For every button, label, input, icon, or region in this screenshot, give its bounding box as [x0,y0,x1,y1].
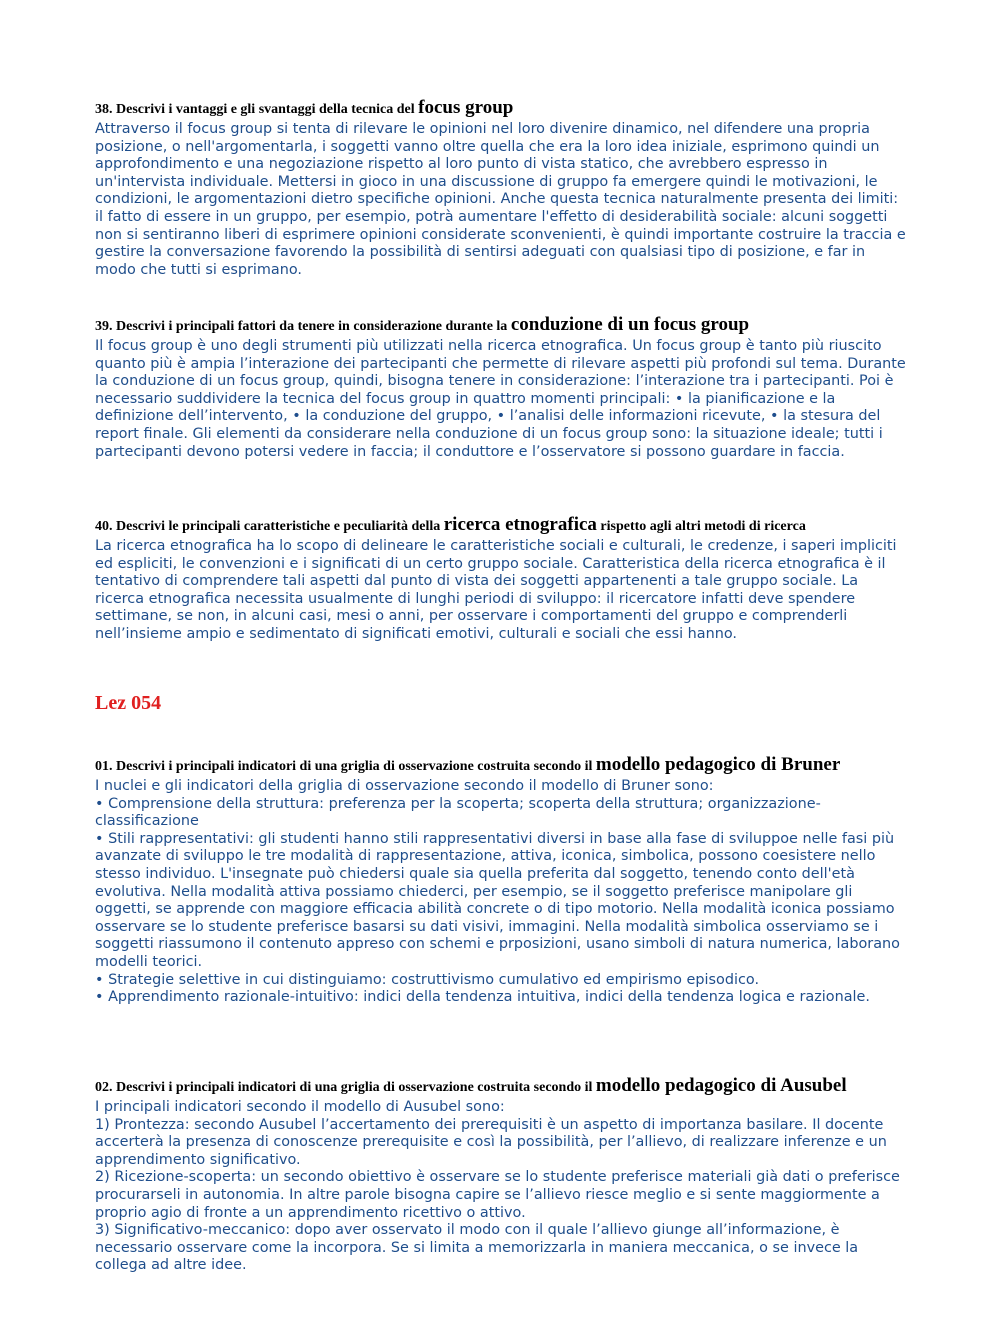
answer-line: • Stili rappresentativi: gli studenti hanno stili rappresentativi diversi in base alla fase di sviluppoe nelle fasi più avanzate di sviluppo le tre modalità di rappresentazione, attiva, iconica, simbolica, possono coesistere nello stesso individuo. L'insegnate può chiedersi quale sia quella preferita dal soggetto, tenendo conto dell'età evolutiva. Nella modalità attiva possiamo chiederci, per esempio, se il soggetto preferisce manipolare gli oggetti, se apprende con maggiore efficacia abilità concrete o di tipo motorio. Nella modalità iconica possiamo osservare se lo studente preferisce basarsi su dati visivi, immagini. Nella modalità simbolica osserviamo se i soggetti riassumono il contenuto appreso con schemi e prposizioni, usano simboli di natura numerica, laborano modelli teorici. [95,830,900,970]
question-39-prefix: 39. Descrivi i principali fattori da tenere in considerazione durante la [95,319,511,334]
answer-line: I nuclei e gli indicatori della griglia di osservazione secondo il modello di Bruner sono: [95,778,714,794]
question-01-answer [95,778,907,1007]
question-02-answer [95,1099,907,1275]
question-02-title [95,1075,907,1099]
question-38-title [95,97,907,121]
question-40-prefix: 40. Descrivi le principali caratteristiche e peculiarità della [95,519,444,534]
question-40-suffix: rispetto agli altri metodi di ricerca [596,519,806,534]
question-39-answer: Il focus group è uno degli strumenti più utilizzati nella ricerca etnografica. Un focus group è tanto più riuscito quanto più è ampia l’interazione dei partecipanti che permette di rilevare aspetti più profondi sul tema. Durante la conduzione di un focus group, quindi, bisogna tenere in considerazione: l’interazione tra i partecipanti. Poi è necessario suddividere la tecnica del focus group in quattro momenti principali: • la pianificazione e la definizione dell’intervento, • la conduzione del gruppo, • l’analisi delle informazioni ricevute, • la stesura del report finale. Gli elementi da considerare nella conduzione di un focus group sono: la situazione ideale; tutti i partecipanti devono potersi vedere in faccia; il conduttore e l’osservatore si possono guardare in faccia. [95,338,906,460]
question-39-title [95,314,907,338]
question-01-prefix: 01. Descrivi i principali indicatori di una griglia di osservazione costruita secondo il [95,759,596,774]
question-01 [95,754,907,1007]
question-38 [95,97,907,279]
question-38-answer: Attraverso il focus group si tenta di rilevare le opinioni nel loro divenire dinamico, nel difendere una propria posizione, o nell'argomentarla, i soggetti vanno oltre quella che era la loro idea iniziale, esprimono quindi un approfondimento e una negoziazione rispetto al loro punto di vista statico, che avrebbero espresso in un'intervista individuale. Mettersi in gioco in una discussione di gruppo fa emergere quindi le motivazioni, le condizioni, le argomentazioni dietro specifiche opinioni. Anche questa tecnica naturalmente presenta dei limiti: il fatto di essere in un gruppo, per esempio, potrà aumentare l'effetto di desiderabilità sociale: alcuni soggetti non si sentiranno liberi di esprimere opinioni considerate sconvenienti, è quindi importante costruire la traccia e gestire la conversazione favorendo la possibilità di sentirsi adeguati con qualsiasi tipo di posizione, e far in modo che tutti si esprimano. [95,121,906,278]
question-40-topic: ricerca etnografica [443,514,597,535]
answer-line: I principali indicatori secondo il modello di Ausubel sono: [95,1099,505,1115]
question-02-topic: modello pedagogico di Ausubel [595,1075,847,1096]
question-02-prefix: 02. Descrivi i principali indicatori di una griglia di osservazione costruita secondo il [95,1080,596,1095]
answer-line: • Comprensione della struttura: preferenza per la scoperta; scoperta della struttura; organizzazione-classificazione [95,795,821,830]
answer-line: 3) Significativo-meccanico: dopo aver osservato il modo con il quale l’allievo giunge all’informazione, è necessario osservare come la incorpora. Se si limita a memorizzarla in maniera meccanica, o se invece la collega ad altre idee. [95,1222,859,1274]
question-39-topic: conduzione di un focus group [510,314,750,335]
lesson-heading: Lez 054 [95,692,162,714]
question-40 [95,514,907,644]
answer-line: 2) Ricezione-scoperta: un secondo obiettivo è osservare se lo studente preferisce materiali già dati o preferisce procurarseli in autonomia. In altre parole bisogna capire se l’allievo riesce meglio e si sente maggiormente a proprio agio di fronte a un apprendimento ricettivo o attivo. [95,1169,900,1221]
answer-line: 1) Prontezza: secondo Ausubel l’accertamento dei prerequisiti è un aspetto di importanza basilare. Il docente accerterà la presenza di conoscenze prerequisite e così la possibilità, per l’allievo, di realizzare inferenze e un apprendimento significativo. [95,1116,887,1168]
question-38-topic: focus group [418,97,514,118]
question-39 [95,314,907,461]
answer-line: • Strategie selettive in cui distinguiamo: costruttivismo cumulativo ed empirismo episodico. [95,971,760,988]
question-01-topic: modello pedagogico di Bruner [595,754,841,775]
question-40-title [95,514,907,538]
question-02 [95,1075,907,1275]
question-01-title [95,754,907,778]
question-40-answer: La ricerca etnografica ha lo scopo di delineare le caratteristiche sociali e culturali, le credenze, i saperi impliciti ed espliciti, le convenzioni e i significati di un certo gruppo sociale. Caratteristica della ricerca etnografica è il tentativo di comprendere tali aspetti dal punto di vista dei soggetti appartenenti a tale gruppo sociale. La ricerca etnografica necessita usualmente di lunghi periodi di sviluppo: il ricercatore infatti deve spendere settimane, se non, in alcuni casi, mesi o anni, per osservare i comportamenti del gruppo e comprenderli nell’insieme ampio e sedimentato di significati emotivi, culturali e sociali che essi hanno. [95,538,897,642]
question-38-prefix: 38. Descrivi i vantaggi e gli svantaggi della tecnica del [95,102,419,117]
answer-line: • Apprendimento razionale-intuitivo: indici della tendenza intuitiva, indici della tendenza logica e razionale. [95,989,870,1006]
